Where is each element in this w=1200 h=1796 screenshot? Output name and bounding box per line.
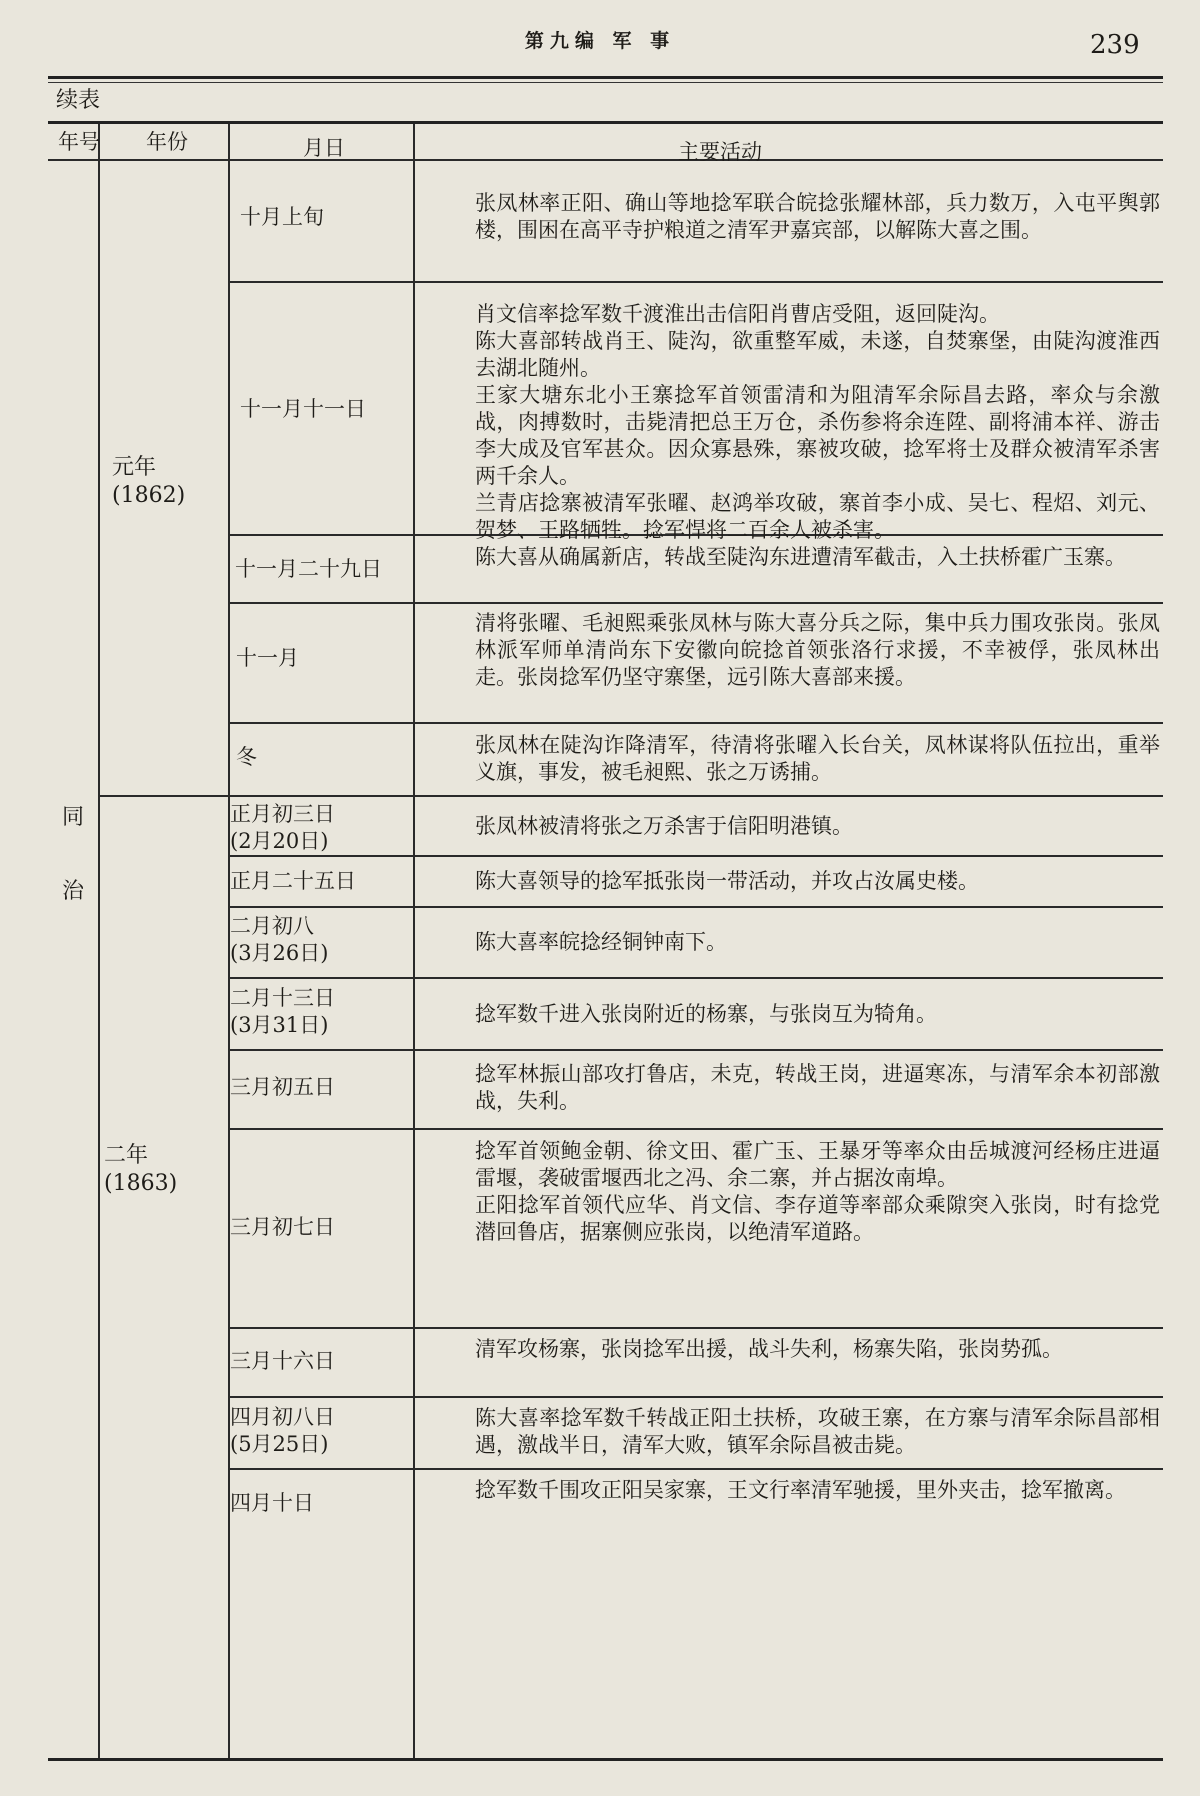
row-activity: 捻军首领鲍金朝、徐文田、霍广玉、王暴牙等率众由岳城渡河经杨庄进逼雷堰，袭破雷堰西北之冯、余二寨，并占据汝南埠。 正阳捻军首领代应华、肖文信、李存道等率部众乘隙突入张岗，时有捻党潜回鲁店，据寨侧应张岗，以绝清军道路。 — [475, 1139, 1160, 1244]
row-rule — [228, 1468, 1163, 1470]
row-date: 三月十六日 — [230, 1349, 335, 1373]
row-rule — [228, 855, 1163, 857]
year-label: 元年 (1862) — [112, 455, 186, 508]
row-activity: 捻军数千围攻正阳吴家寨，王文行率清军驰援，里外夹击，捻军撤离。 — [475, 1478, 1126, 1502]
column-header-era: 年号 — [58, 130, 100, 154]
row-activity: 捻军数千进入张岗附近的杨寨，与张岗互为犄角。 — [475, 1002, 937, 1026]
row-date: 四月初八日 (5月25日) — [230, 1405, 335, 1456]
row-activity: 张凤林率正阳、确山等地捻军联合皖捻张耀林部，兵力数万，入屯平舆郭楼，围困在高平寺护粮道之清军尹嘉宾部，以解陈大喜之围。 — [475, 191, 1160, 242]
section-title: 第九编 军 事 — [524, 30, 676, 52]
era-char: 治 — [62, 879, 85, 904]
row-activity: 肖文信率捻军数千渡淮出击信阳肖曹店受阻，返回陡沟。 陈大喜部转战肖王、陡沟，欲重整军威，未遂，自焚寨堡，由陡沟渡淮西去湖北随州。 王家大塘东北小王寨捻军首领雷清和为阻清军余际昌去路，率众与余激战，肉搏数时，击毙清把总王万仓，杀伤参将余连陞、副将浦本祥、游击李大成及官军甚众。因众寡悬殊，寨被攻破，捻军将士及群众被清军杀害两千余人。 兰青店捻寨被清军张曜、赵鸿举攻破，寨首李小成、吴七、程炤、刘元、贺梦、王路牺牲。捻军悍将二百余人被杀害。 — [475, 302, 1160, 542]
row-rule — [228, 281, 1163, 283]
year-label: 二年 (1863) — [104, 1143, 178, 1196]
row-rule — [228, 1327, 1163, 1329]
row-rule — [228, 1396, 1163, 1398]
column-header-date: 月日 — [303, 136, 345, 160]
row-date: 正月初三日 (2月20日) — [230, 802, 335, 853]
col-divider-date — [413, 124, 415, 1758]
row-activity: 捻军林振山部攻打鲁店，未克，转战王岗，进逼寒冻，与清军余本初部激战，失利。 — [475, 1062, 1160, 1113]
row-rule — [228, 602, 1163, 604]
row-date: 二月十三日 (3月31日) — [230, 986, 335, 1037]
col-divider-era — [98, 124, 100, 1758]
row-rule — [228, 977, 1163, 979]
row-date: 十一月二十九日 — [235, 557, 382, 581]
row-activity: 张凤林被清将张之万杀害于信阳明港镇。 — [475, 814, 853, 838]
page-number: 239 — [1090, 30, 1140, 60]
row-date: 十一月 — [236, 646, 299, 670]
header-rule-thin — [48, 82, 1163, 83]
row-activity: 陈大喜率捻军数千转战正阳土扶桥，攻破王寨，在方寨与清军余际昌部相遇，激战半日，清军大败，镇军余际昌被击毙。 — [475, 1406, 1160, 1457]
year-divider — [98, 795, 228, 797]
row-date: 三月初五日 — [230, 1075, 335, 1099]
header-rule — [48, 76, 1163, 79]
column-header-activity: 主要活动 — [678, 140, 762, 164]
row-activity: 清军攻杨寨，张岗捻军出援，战斗失利，杨寨失陷，张岗势孤。 — [475, 1337, 1063, 1361]
row-rule — [228, 906, 1163, 908]
row-date: 冬 — [236, 745, 257, 769]
row-rule — [228, 1128, 1163, 1130]
row-activity: 陈大喜从确属新店，转战至陡沟东进遭清军截击，入土扶桥霍广玉寨。 — [475, 545, 1126, 569]
row-date: 正月二十五日 — [230, 869, 356, 893]
row-date: 十一月十一日 — [240, 397, 366, 421]
chronology-table — [48, 121, 1163, 1761]
row-date: 四月十日 — [230, 1491, 314, 1515]
row-rule — [228, 795, 1163, 797]
row-activity: 陈大喜率皖捻经铜钟南下。 — [475, 930, 727, 954]
row-date: 十月上旬 — [240, 205, 324, 229]
row-rule — [228, 722, 1163, 724]
continued-label: 续表 — [56, 88, 101, 113]
row-date: 三月初七日 — [230, 1215, 335, 1239]
row-date: 二月初八 (3月26日) — [230, 914, 329, 965]
header-row-rule — [48, 159, 1163, 161]
row-activity: 清将张曜、毛昶熙乘张凤林与陈大喜分兵之际，集中兵力围攻张岗。张凤林派军师单清尚东下安徽向皖捻首领张洛行求援，不幸被俘，张凤林出走。张岗捻军仍坚守寨堡，远引陈大喜部来援。 — [475, 611, 1160, 689]
row-activity: 张凤林在陡沟诈降清军，待清将张曜入长台关，凤林谋将队伍拉出，重举义旗，事发，被毛昶熙、张之万诱捕。 — [475, 733, 1160, 784]
row-rule — [228, 1049, 1163, 1051]
column-header-year: 年份 — [146, 130, 188, 154]
era-char: 同 — [62, 805, 85, 830]
row-activity: 陈大喜领导的捻军抵张岗一带活动，并攻占汝属史楼。 — [475, 869, 979, 893]
